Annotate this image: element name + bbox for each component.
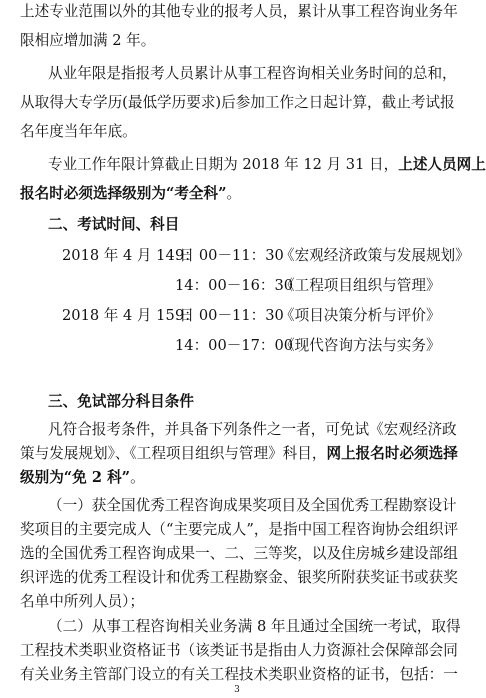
exam-date: 2018 年 4 月 14 日	[62, 247, 194, 264]
page-number: 3	[234, 685, 240, 695]
paragraph-2-line-2: 从取得大专学历(最低学历要求)后参加工作之日起计算，截止考试报	[20, 94, 455, 111]
exam-time: 9：00－11：30	[175, 307, 284, 324]
paragraph-6-line-3: 有关业务主管部门设立的有关工程技术类职业资格的证书，包括：一	[20, 666, 458, 683]
section-2-heading: 二、考试时间、科目	[48, 216, 180, 233]
paragraph-5-line-1: （一）获全国优秀工程咨询成果奖项目及全国优秀工程勘察设计	[48, 497, 457, 514]
exam-subject: 《项目决策分析与评价》	[280, 307, 441, 324]
paragraph-4-line-3	[20, 468, 145, 488]
paragraph-3-line-2	[20, 184, 241, 204]
paragraph-3-line-1	[48, 155, 486, 175]
paragraph-3-line-1-bold: 上述人员网上	[398, 156, 486, 173]
paragraph-6-line-1: （二）从事工程咨询相关业务满 8 年且通过全国统一考试，取得	[48, 618, 461, 635]
paragraph-1-line-2: 限相应增加满 2 年。	[20, 32, 156, 49]
exam-time: 14：00－16：30	[175, 277, 294, 294]
paragraph-2-line-3: 名年度当年年底。	[20, 123, 137, 140]
paragraph-4-line-1: 凡符合报考条件，并具备下列条件之一者，可免试《宏观经济政	[48, 421, 457, 438]
paragraph-4-line-3-bold: 级别为“免 2 科”	[20, 469, 131, 486]
paragraph-6-line-2: 工程技术类职业资格证书（该类证书是指由人力资源社会保障部会同	[20, 642, 458, 659]
exam-subject: 《现代咨询方法与实务》	[280, 337, 441, 354]
paragraph-4-line-2-normal: 策与发展规划》、《工程项目组织与管理》科目，	[20, 445, 327, 462]
paragraph-1-line-1: 上述专业范围以外的其他专业的报考人员，累计从事工程咨询业务年	[20, 3, 458, 20]
paragraph-3-line-2-bold: 报名时必须选择级别为“考全科”	[20, 185, 227, 202]
paragraph-5-line-5: 名单中所列人员）；	[20, 593, 145, 610]
paragraph-3-line-1-normal: 专业工作年限计算截止日期为 2018 年 12 月 31 日，	[48, 156, 399, 173]
exam-time: 9：00－11：30	[175, 247, 284, 264]
exam-subject: 《工程项目组织与管理》	[280, 277, 441, 294]
section-3-heading: 三、免试部分科目条件	[48, 393, 194, 410]
exam-subject: 《宏观经济政策与发展规划》	[280, 247, 470, 264]
paragraph-4-line-3-end: 。	[130, 469, 145, 486]
exam-time: 14：00－17：00	[175, 337, 294, 354]
paragraph-5-line-3: 选的全国优秀工程咨询成果一、二、三等奖，以及住房城乡建设部组	[20, 545, 458, 562]
exam-date: 2018 年 4 月 15 日	[62, 307, 194, 324]
paragraph-5-line-4: 织评选的优秀工程设计和优秀工程勘察金、银奖所附获奖证书或获奖	[20, 569, 458, 586]
paragraph-5-line-2: 奖项目的主要完成人（“主要完成人”，是指中国工程咨询协会组织评	[20, 521, 459, 538]
paragraph-3-line-2-end: 。	[226, 185, 242, 202]
paragraph-4-line-2-bold: 网上报名时必须选择	[326, 445, 458, 462]
paragraph-4-line-2	[20, 444, 458, 464]
paragraph-2-line-1: 从业年限是指报考人员累计从事工程咨询相关业务时间的总和，	[48, 65, 457, 82]
